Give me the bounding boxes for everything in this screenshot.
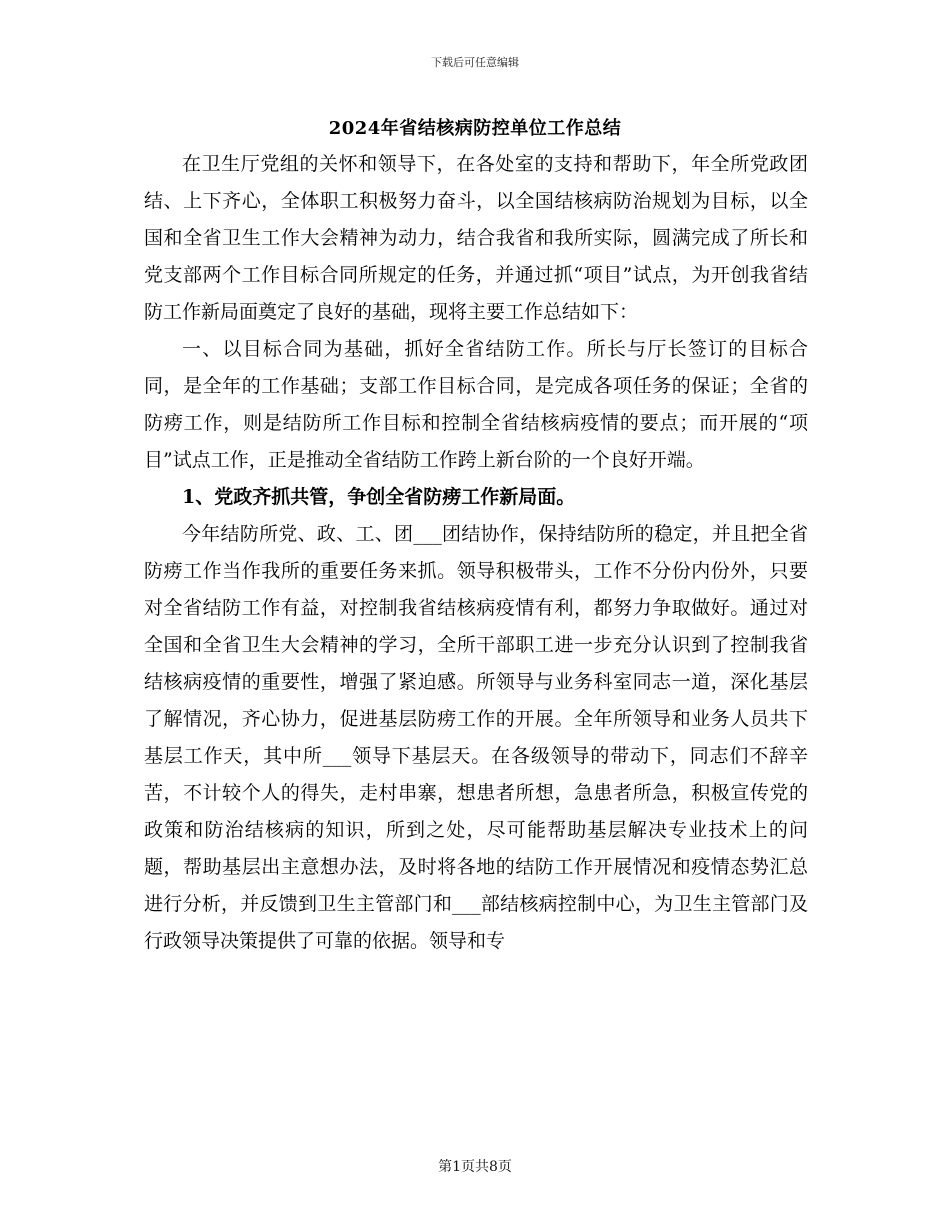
- document-title: 2024年省结核病防控单位工作总结: [328, 118, 622, 139]
- paragraph-subsection-body: 今年结防所党、政、工、团___团结协作，保持结防所的稳定，并且把全省防痨工作当作我所的重要任务来抓。领导积极带头，工作不分份内份外，只要对全省结防工作有益，对控制我省结核病疫情有利，都努力争取做好。通过对全国和全省卫生大会精神的学习，全所干部职工进一步充分认识到了控制我省结核病疫情的重要性，增强了紧迫感。所领导与业务科室同志一道，深化基层了解情况，齐心协力，促进基层防痨工作的开展。全年所领导和业务人员共下基层工作天，其中所___领导下基层天。在各级领导的带动下，同志们不辞辛苦，不计较个人的得失，走村串寨，想患者所想，急患者所急，积极宣传党的政策和防治结核病的知识，所到之处，尽可能帮助基层解决专业技术上的问题，帮助基层出主意想办法，及时将各地的结防工作开展情况和疫情态势汇总进行分析，并反馈到卫生主管部门和___部结核病控制中心，为卫生主管部门及行政领导决策提供了可靠的依据。领导和专: [144, 523, 808, 952]
- subsection-heading: 1、党政齐抓共管，争创全省防痨工作新局面。: [182, 486, 576, 508]
- paragraph-intro: 在卫生厅党组的关怀和领导下，在各处室的支持和帮助下，年全所党政团结、上下齐心，全体职工积极努力奋斗，以全国结核病防治规划为目标，以全国和全省卫生工作大会精神为动力，结合我省和我所实际，圆满完成了所长和党支部两个工作目标合同所规定的任务，并通过抓“项目”试点，为开创我省结防工作新局面奠定了良好的基础，现将主要工作总结如下：: [144, 153, 808, 323]
- paragraph-section-one: 一、以目标合同为基础，抓好全省结防工作。所长与厅长签订的目标合同，是全年的工作基础；支部工作目标合同，是完成各项任务的保证；全省的防痨工作，则是结防所工作目标和控制全省结核病疫情的要点；而开展的“项目”试点工作，正是推动全省结防工作跨上新台阶的一个良好开端。: [144, 338, 808, 471]
- document-body: [144, 146, 808, 960]
- page-number: 第1页共8页: [438, 1159, 512, 1175]
- page-header-note: 下载后可任意编辑: [431, 56, 519, 69]
